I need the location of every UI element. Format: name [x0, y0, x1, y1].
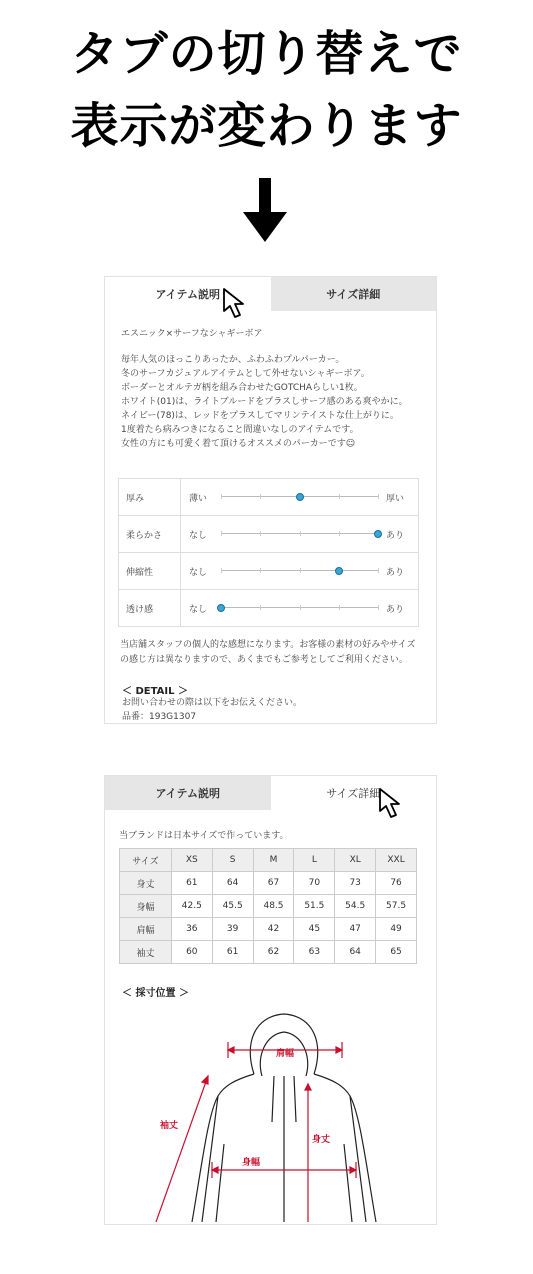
feel-min-label: なし — [189, 604, 208, 615]
feel-max-label: あり — [386, 567, 405, 578]
column-header: XL — [335, 849, 376, 872]
feel-scale — [221, 603, 378, 613]
feel-scale — [221, 566, 378, 576]
tab-size-details[interactable] — [271, 277, 437, 311]
headline-line-1: タブの切り替えで — [70, 26, 463, 82]
feel-scale — [221, 529, 378, 539]
feel-indicator — [374, 530, 382, 538]
row-header: 身丈 — [120, 872, 172, 895]
feel-row — [119, 590, 418, 626]
table-cell: 45 — [294, 918, 335, 941]
column-header: XS — [171, 849, 212, 872]
description-line: ネイビー(78)は、レッドをプラスしてマリンテイストな仕上がりに。 — [121, 411, 399, 421]
table-cell: 45.5 — [212, 895, 253, 918]
table-cell: 57.5 — [376, 895, 417, 918]
table-cell: 63 — [294, 941, 335, 964]
table-cell: 70 — [294, 872, 335, 895]
tab-label: アイテム説明 — [155, 288, 220, 301]
column-header: L — [294, 849, 335, 872]
size-table — [119, 848, 417, 964]
table-header-row — [120, 849, 417, 872]
table-cell: 47 — [335, 918, 376, 941]
column-header: サイズ — [120, 849, 172, 872]
table-cell: 64 — [212, 872, 253, 895]
feel-label: 伸縮性 — [119, 553, 181, 589]
tab-bar — [105, 277, 436, 311]
mouse-cursor-icon — [378, 787, 406, 821]
table-cell: 42.5 — [171, 895, 212, 918]
table-cell: 76 — [376, 872, 417, 895]
table-cell: 60 — [171, 941, 212, 964]
intro-text: エスニック×サーフなシャギーボア — [121, 329, 263, 339]
body-length-label: 身丈 — [312, 1135, 331, 1145]
description-line: 1度着たら病みつきになること間違いなしのアイテムです。 — [121, 425, 359, 435]
table-cell: 51.5 — [294, 895, 335, 918]
description-line: ボーダーとオルテガ柄を組み合わせたGOTCHAらしい1枚。 — [121, 383, 363, 393]
staff-note: 当店舗スタッフの個人的な感想になります。お客様の素材の好みやサイズの感じ方は異なりますので、あくまでもご参考としてご利用ください。 — [120, 640, 416, 665]
tab-label: サイズ詳細 — [326, 288, 381, 301]
description-body — [105, 311, 436, 451]
column-header: S — [212, 849, 253, 872]
product-number: 品番：193G1307 — [122, 712, 197, 722]
size-note: 当ブランドは日本サイズで作っています。 — [119, 831, 289, 841]
feel-label: 透け感 — [119, 590, 181, 626]
table-row — [120, 895, 417, 918]
measure-heading: ＜ 採寸位置 ＞ — [122, 988, 189, 999]
feel-indicator — [217, 604, 225, 612]
tab-label: アイテム説明 — [155, 787, 220, 800]
table-cell: 62 — [253, 941, 294, 964]
table-cell: 61 — [212, 941, 253, 964]
feel-indicator — [296, 493, 304, 501]
table-cell: 48.5 — [253, 895, 294, 918]
feel-min-label: なし — [189, 530, 208, 541]
headline-line-2: 表示が変わります — [70, 98, 463, 154]
sleeve-length-label: 袖丈 — [160, 1121, 179, 1131]
feel-indicator — [335, 567, 343, 575]
description-line: 女性の方にも可愛く着て頂けるオススメのパーカーです☺ — [121, 439, 356, 449]
feel-max-label: あり — [386, 604, 405, 615]
table-cell: 65 — [376, 941, 417, 964]
feel-row — [119, 479, 418, 516]
hoodie-measurement-diagram — [104, 1004, 434, 1222]
mouse-cursor-icon — [222, 287, 250, 321]
table-cell: 64 — [335, 941, 376, 964]
detail-heading: ＜ DETAIL ＞ — [122, 686, 188, 697]
table-cell: 61 — [171, 872, 212, 895]
body-width-label: 身幅 — [242, 1158, 261, 1168]
detail-instruction: お問い合わせの際は以下をお伝えください。 — [122, 698, 303, 708]
feel-max-label: あり — [386, 530, 405, 541]
tab-size-details[interactable] — [271, 776, 437, 810]
table-cell: 73 — [335, 872, 376, 895]
table-cell: 54.5 — [335, 895, 376, 918]
table-cell: 42 — [253, 918, 294, 941]
row-header: 肩幅 — [120, 918, 172, 941]
feel-label: 柔らかさ — [119, 516, 181, 552]
description-line: 毎年人気のほっこりあったか、ふわふわプルパーカー。 — [121, 355, 345, 365]
table-cell: 67 — [253, 872, 294, 895]
feel-label: 厚み — [119, 479, 181, 515]
description-line: ホワイト(01)は、ライトブルードをプラスしサーフ感のある爽やかに。 — [121, 397, 408, 407]
table-row — [120, 941, 417, 964]
feel-scale — [221, 492, 378, 502]
feel-min-label: なし — [189, 567, 208, 578]
description-line: 冬のサーフカジュアルアイテムとして外せないシャギーボア。 — [121, 369, 370, 379]
table-row — [120, 918, 417, 941]
row-header: 袖丈 — [120, 941, 172, 964]
table-cell: 36 — [171, 918, 212, 941]
shoulder-width-label: 肩幅 — [276, 1049, 295, 1059]
column-header: XXL — [376, 849, 417, 872]
feel-row — [119, 516, 418, 553]
feel-row — [119, 553, 418, 590]
table-cell: 39 — [212, 918, 253, 941]
feel-min-label: 薄い — [189, 493, 208, 504]
detail-text — [122, 696, 302, 724]
tab-label: サイズ詳細 — [326, 787, 381, 800]
table-row — [120, 872, 417, 895]
column-header: M — [253, 849, 294, 872]
row-header: 身幅 — [120, 895, 172, 918]
tab-item-description[interactable] — [105, 776, 271, 810]
fabric-feel-table — [118, 478, 419, 627]
down-arrow-icon — [240, 178, 290, 244]
feel-max-label: 厚い — [386, 493, 405, 504]
table-cell: 49 — [376, 918, 417, 941]
